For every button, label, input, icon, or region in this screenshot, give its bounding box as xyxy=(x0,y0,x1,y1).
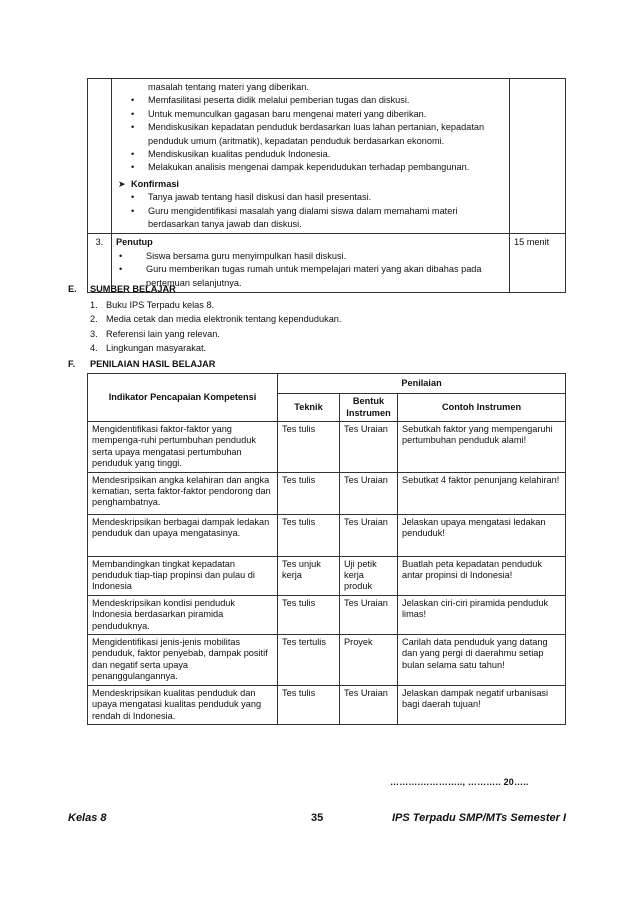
list-item: • Mendiskusikan kualitas penduduk Indonesia. xyxy=(116,148,505,161)
page-number: 35 xyxy=(311,812,324,824)
konfirmasi-label: Konfirmasi xyxy=(131,178,179,189)
cell-contoh: Jelaskan dampak negatif urbanisasi bagi daerah tujuan! xyxy=(398,685,566,724)
list-item: • Siswa bersama guru menyimpulkan hasil diskusi. xyxy=(116,250,505,263)
list-item: • Memfasilitasi peserta didik melalui pemberian tugas dan diskusi. xyxy=(116,94,505,107)
list-item: • Guru mengidentifikasi masalah yang dialami siswa dalam memahami materi berdasarkan tanya jawab dan diskusi. xyxy=(116,205,505,232)
list-item: 3. Referensi lain yang relevan. xyxy=(90,328,220,339)
cell-teknik: Tes unjuk kerja xyxy=(278,556,340,595)
header-indikator: Indikator Pencapaian Kompetensi xyxy=(88,374,278,422)
list-item: 2. Media cetak dan media elektronik tentang kependudukan. xyxy=(90,314,342,325)
footer-subject: IPS Terpadu SMP/MTs Semester I xyxy=(391,812,566,824)
cell-indikator: Mendeskripsikan kondisi penduduk Indonesia berdasarkan piramida penduduknya. xyxy=(88,595,278,634)
footer-class: Kelas 8 xyxy=(68,812,107,824)
arrow-bullet-icon: ➤ xyxy=(118,178,126,189)
cell-contoh: Jelaskan ciri-ciri piramida penduduk limas! xyxy=(398,595,566,634)
table-row xyxy=(88,79,566,234)
list-item: • Tanya jawab tentang hasil diskusi dan hasil presentasi. xyxy=(116,191,505,204)
header-penilaian: Penilaian xyxy=(278,374,566,394)
cell-teknik: Tes tertulis xyxy=(278,635,340,686)
list-item: 1. Buku IPS Terpadu kelas 8. xyxy=(90,300,215,310)
cell-teknik: Tes tulis xyxy=(278,422,340,473)
kegiatan-table xyxy=(87,78,566,293)
konfirmasi-heading xyxy=(116,178,505,191)
table-row xyxy=(88,685,566,724)
source-list xyxy=(90,298,341,355)
section-e-letter: E. xyxy=(68,284,77,294)
cell-indikator: Mengidentifikasi faktor-faktor yang mempenga-ruhi pertumbuhan penduduk serta upaya mengatasi pertumbuhan penduduk yang tinggi. xyxy=(88,422,278,473)
table-row xyxy=(88,514,566,556)
list-item: 4. Lingkungan masyarakat. xyxy=(90,342,207,353)
time-cell: 15 menit xyxy=(510,234,566,293)
cell-teknik: Tes tulis xyxy=(278,685,340,724)
cell-bentuk: Uji petik kerja produk xyxy=(340,556,398,595)
list-item: • Melakukan analisis mengenai dampak kependudukan terhadap pembangunan. xyxy=(116,161,505,174)
date-signature-line: ……….………….., ……….. 20….. xyxy=(390,777,529,787)
cell-teknik: Tes tulis xyxy=(278,472,340,514)
table-row xyxy=(88,422,566,473)
cell-contoh: Carilah data penduduk yang datang dan yang pergi di daerahmu setiap bulan selama satu tahun! xyxy=(398,635,566,686)
bullet-list xyxy=(116,94,505,174)
cell-contoh: Jelaskan upaya mengatasi ledakan penduduk! xyxy=(398,514,566,556)
penilaian-table xyxy=(87,373,566,725)
list-item: • Untuk memunculkan gagasan baru mengenai materi yang diberikan. xyxy=(116,108,505,121)
row-number: 3. xyxy=(88,234,112,293)
cell-contoh: Buatlah peta kepadatan penduduk antar propinsi di Indonesia! xyxy=(398,556,566,595)
cell-indikator: Mendeskripsikan kualitas penduduk dan upaya mengatasi kualitas penduduk yang rendah di Indonesia. xyxy=(88,685,278,724)
table-row xyxy=(88,635,566,686)
cell-bentuk: Proyek xyxy=(340,635,398,686)
table-row xyxy=(88,472,566,514)
bullet-list xyxy=(116,191,505,231)
cell-indikator: Mengidentifikasi jenis-jenis mobilitas penduduk, faktor penyebab, dampak positif dan negatif serta upaya penanggulangannya. xyxy=(88,635,278,686)
header-contoh: Contoh Instrumen xyxy=(398,394,566,422)
list-item: • Mendiskusikan kepadatan penduduk berdasarkan luas lahan pertanian, kepadatan penduduk umum (aritmatik), kepadatan penduduk berdasarkan ekonomi. xyxy=(116,121,505,148)
cell-indikator: Membandingkan tingkat kepadatan penduduk tiap-tiap propinsi dan pulau di Indonesia xyxy=(88,556,278,595)
cell-indikator: Mendesripsikan angka kelahiran dan angka kematian, serta faktor-faktor pendorong dan penghambatnya. xyxy=(88,472,278,514)
cell-bentuk: Tes Uraian xyxy=(340,472,398,514)
list-item: • Guru memberikan tugas rumah untuk mempelajari materi yang akan dibahas pada pertemuan selanjutnya. xyxy=(116,263,505,290)
penutup-heading: Penutup xyxy=(116,237,153,248)
header-teknik: Teknik xyxy=(278,394,340,422)
cell-teknik: Tes tulis xyxy=(278,514,340,556)
cell-contoh: Sebutkah faktor yang mempengaruhi pertumbuhan penduduk alami! xyxy=(398,422,566,473)
section-f-title: PENILAIAN HASIL BELAJAR xyxy=(90,359,216,369)
cell-teknik: Tes tulis xyxy=(278,595,340,634)
cell-bentuk: Tes Uraian xyxy=(340,595,398,634)
cell-bentuk: Tes Uraian xyxy=(340,685,398,724)
table-header-row xyxy=(88,374,566,394)
section-f-letter: F. xyxy=(68,359,76,369)
cell-indikator: Mendeskripsikan berbagai dampak ledakan penduduk dan upaya mengatasinya. xyxy=(88,514,278,556)
cell-contoh: Sebutkat 4 faktor penunjang kelahiran! xyxy=(398,472,566,514)
table-row xyxy=(88,595,566,634)
header-bentuk: Bentuk Instrumen xyxy=(340,394,398,422)
cell-bentuk: Tes Uraian xyxy=(340,514,398,556)
cell-bentuk: Tes Uraian xyxy=(340,422,398,473)
section-e-title: SUMBER BELAJAR xyxy=(90,284,176,294)
table-row xyxy=(88,556,566,595)
cont-line: masalah tentang materi yang diberikan. xyxy=(148,82,309,92)
